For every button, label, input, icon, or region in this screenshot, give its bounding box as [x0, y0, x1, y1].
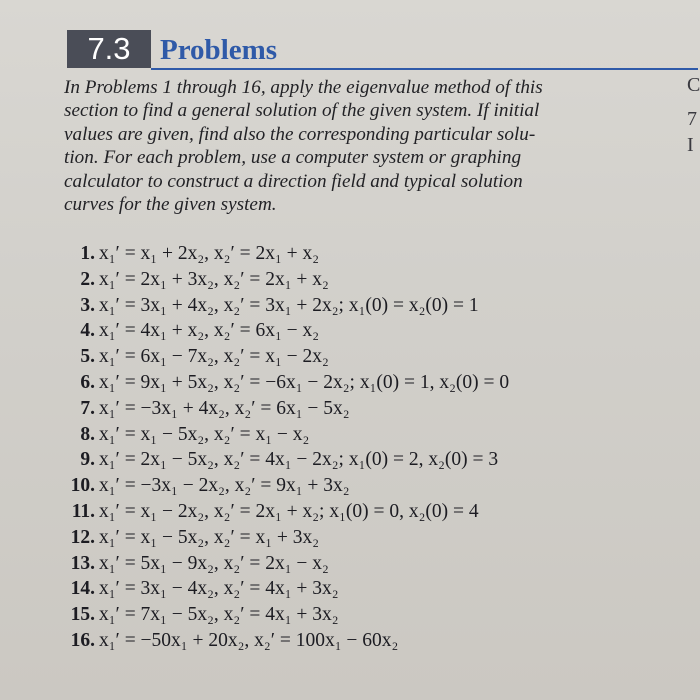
instructions-line: section to find a general solution of the given system. If initial [64, 100, 540, 122]
title-rule [151, 68, 698, 70]
instructions-line: In Problems 1 through 16, apply the eigenvalue method of this [64, 77, 543, 98]
problem-number: 13. [70, 552, 95, 574]
instructions-line: tion. For each problem, use a computer system or graphing [64, 147, 522, 169]
problem-equation: x₁′ = −3x₁ − 2x₂, x₂′ = 9x₁ + 3x₂ [99, 475, 350, 497]
problem-number: 3. [80, 294, 95, 316]
instructions-line: values are given, find also the corresponding particular solu- [64, 123, 536, 145]
problem-equation: x₁′ = 3x₁ + 4x₂, x₂′ = 3x₁ + 2x₂; x₁(0) = x₂(0) = 1 [99, 294, 479, 316]
problem-number: 10. [70, 475, 95, 497]
adjacent-page-fragment: I [687, 134, 694, 156]
problem-number: 7. [80, 397, 95, 419]
problem-number: 16. [70, 630, 95, 651]
problem-number: 11. [71, 501, 95, 522]
problem-number: 4. [80, 320, 95, 342]
problem-equation: x₁′ = x₁ − 2x₂, x₂′ = 2x₁ + x₂; x₁(0) = 0, x₂(0) = 4 [99, 501, 479, 522]
problem-equation: x₁′ = 2x₁ − 5x₂, x₂′ = 4x₁ − 2x₂; x₁(0) = 2, x₂(0) = 3 [99, 449, 499, 471]
problem-number: 1. [80, 243, 95, 264]
problem-equation: x₁′ = 9x₁ + 5x₂, x₂′ = −6x₁ − 2x₂; x₁(0) = 1, x₂(0) = 0 [99, 372, 510, 393]
section-title: Problems [160, 34, 278, 66]
problem-number: 6. [80, 372, 95, 393]
instructions-line: curves for the given system. [64, 193, 277, 215]
problem-number: 5. [80, 346, 95, 368]
problem-equation: x₁′ = x₁ + 2x₂, x₂′ = 2x₁ + x₂ [99, 243, 320, 264]
problem-equation: x₁′ = −50x₁ + 20x₂, x₂′ = 100x₁ − 60x₂ [99, 630, 399, 651]
problem-number: 8. [80, 423, 95, 445]
problem-number: 15. [70, 604, 95, 626]
adjacent-page-fragment: 7 [687, 108, 697, 130]
section-number-badge: 7.3 [67, 30, 151, 68]
problem-equation: x₁′ = x₁ − 5x₂, x₂′ = x₁ + 3x₂ [99, 526, 320, 548]
problem-equation: x₁′ = x₁ − 5x₂, x₂′ = x₁ − x₂ [99, 423, 310, 445]
problem-number: 2. [80, 268, 95, 290]
problem-equation: x₁′ = 4x₁ + x₂, x₂′ = 6x₁ − x₂ [99, 320, 320, 342]
problem-equation: x₁′ = 3x₁ − 4x₂, x₂′ = 4x₁ + 3x₂ [99, 578, 339, 600]
problem-equation: x₁′ = −3x₁ + 4x₂, x₂′ = 6x₁ − 5x₂ [99, 397, 350, 419]
instructions-line: calculator to construct a direction field and typical solution [64, 170, 523, 192]
problem-number: 12. [70, 526, 95, 548]
problem-equation: x₁′ = 5x₁ − 9x₂, x₂′ = 2x₁ − x₂ [99, 552, 329, 574]
problem-equation: x₁′ = 7x₁ − 5x₂, x₂′ = 4x₁ + 3x₂ [99, 604, 339, 626]
problem-number: 9. [80, 449, 95, 471]
problem-equation: x₁′ = 2x₁ + 3x₂, x₂′ = 2x₁ + x₂ [99, 268, 329, 290]
instructions-paragraph [64, 76, 644, 216]
adjacent-page-fragment: C [687, 74, 700, 96]
problem-equation: x₁′ = 6x₁ − 7x₂, x₂′ = x₁ − 2x₂ [99, 346, 329, 368]
problem-number: 14. [70, 578, 95, 600]
